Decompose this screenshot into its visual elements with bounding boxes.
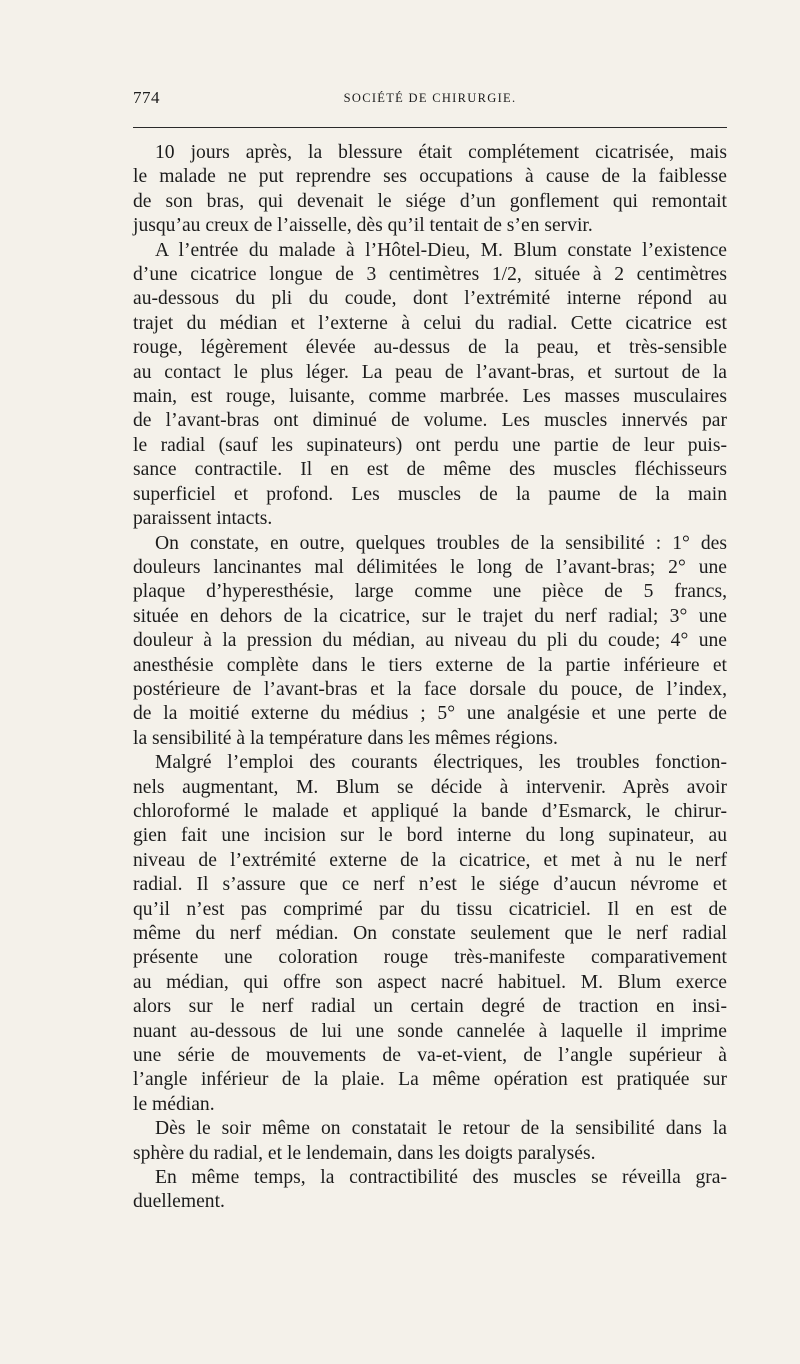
text-line: douleurs lancinantes mal délimitées le long de l’avant-bras; 2° une [133,556,727,578]
text-line: d’une cicatrice longue de 3 centimètres 1/2, située à 2 centimètres [133,264,727,286]
text-line: jusqu’au creux de l’aisselle, dès qu’il tentait de s’en servir. [133,215,593,237]
text-line: A l’entrée du malade à l’Hôtel-Dieu, M. Blum constate l’existence [155,239,727,261]
text-line: anesthésie complète dans le tiers externe de la partie inférieure et [133,654,727,676]
text-line: de l’avant-bras ont diminué de volume. Les muscles innervés par [133,410,727,432]
text-line: le malade ne put reprendre ses occupations à cause de la faiblesse [133,166,727,188]
text-line: Dès le soir même on constatait le retour de la sensibilité dans la [155,1118,727,1140]
text-line: radial. Il s’assure que ce nerf n’est le siége d’aucun névrome et [133,874,727,896]
text-line: de la moitié externe du médius ; 5° une analgésie et une perte de [133,703,727,725]
text-line: qu’il n’est pas comprimé par du tissu cicatriciel. Il en est de [133,898,727,920]
text-line: nels augmentant, M. Blum se décide à intervenir. Après avoir [133,776,727,798]
text-line: plaque d’hyperesthésie, large comme une pièce de 5 francs, [133,581,727,603]
text-line: On constate, en outre, quelques troubles de la sensibilité : 1° des [155,532,727,554]
text-line: gien fait une incision sur le bord interne du long supinateur, au [133,825,727,847]
text-line: au médian, qui offre son aspect nacré habituel. M. Blum exerce [133,971,727,993]
text-line: rouge, légèrement élevée au-dessus de la peau, et très-sensible [133,337,727,359]
paragraph [133,1166,727,1215]
text-line: au-dessous du pli du coude, dont l’extrémité interne répond au [133,288,727,310]
text-line: duellement. [133,1191,225,1213]
text-line: au contact le plus léger. La peau de l’avant-bras, et surtout de la [133,361,727,383]
text-line: nuant au-dessous de lui une sonde cannelée à laquelle il imprime [133,1020,727,1042]
text-line: sance contractile. Il en est de même des muscles fléchisseurs [133,459,727,481]
text-line: superficiel et profond. Les muscles de la paume de la main [133,483,727,505]
paragraph [133,751,727,1117]
body-text [133,141,727,1215]
paragraph [133,532,727,752]
text-line: présente une coloration rouge très-manifeste comparativement [133,947,727,969]
text-line: le médian. [133,1093,215,1115]
running-title: SOCIÉTÉ DE CHIRURGIE. [343,91,517,105]
text-line: En même temps, la contractibilité des muscles se réveilla gra- [155,1167,727,1189]
text-line: chloroformé le malade et appliqué la bande d’Esmarck, le chirur- [133,800,727,822]
text-line: 10 jours après, la blessure était complétement cicatrisée, mais [155,142,727,163]
paragraph [133,1117,727,1166]
text-line: de son bras, qui devenait le siége d’un gonflement qui remontait [133,190,727,212]
text-line: paraissent intacts. [133,508,273,530]
text-line: douleur à la pression du médian, au niveau du pli du coude; 4° une [133,630,727,652]
text-line: postérieure de l’avant-bras et la face dorsale du pouce, de l’index, [133,678,727,700]
text-line: située en dehors de la cicatrice, sur le trajet du nerf radial; 3° une [133,605,727,627]
running-head [133,88,727,118]
text-line: alors sur le nerf radial un certain degré de traction en insi- [133,996,727,1018]
text-line: la sensibilité à la température dans les mêmes régions. [133,727,558,749]
text-line: niveau de l’extrémité externe de la cicatrice, et met à nu le nerf [133,849,727,871]
text-line: une série de mouvements de va-et-vient, de l’angle supérieur à [133,1045,727,1067]
text-line: Malgré l’emploi des courants électriques, les troubles fonction- [155,752,727,774]
paragraph [133,239,727,532]
header-rule [133,127,727,128]
text-line: sphère du radial, et le lendemain, dans les doigts paralysés. [133,1142,596,1164]
page-number: 774 [133,88,160,107]
text-line: trajet du médian et l’externe à celui du radial. Cette cicatrice est [133,312,727,334]
paragraph [133,141,727,239]
text-line: l’angle inférieur de la plaie. La même opération est pratiquée sur [133,1069,727,1091]
text-line: le radial (sauf les supinateurs) ont perdu une partie de leur puis- [133,434,727,456]
text-line: même du nerf médian. On constate seulement que le nerf radial [133,923,727,944]
text-line: main, est rouge, luisante, comme marbrée. Les masses musculaires [133,386,727,408]
